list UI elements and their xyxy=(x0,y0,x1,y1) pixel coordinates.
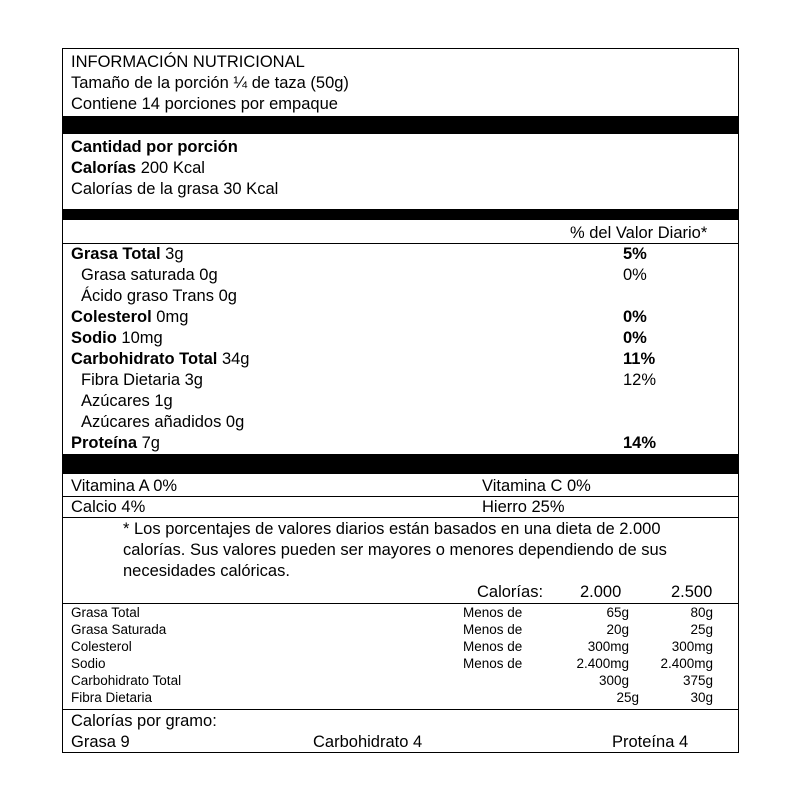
nutrient-row xyxy=(71,433,160,453)
iron: Hierro 25% xyxy=(482,498,565,516)
reference-row-2000: 300g xyxy=(598,673,629,688)
nutrient-row: Fibra Dietaria 3g xyxy=(81,371,203,389)
reference-row-2000: 25g xyxy=(616,690,639,705)
nutrient-label: Colesterol xyxy=(71,308,152,326)
calories-row xyxy=(71,158,205,178)
thick-divider xyxy=(63,116,738,134)
reference-row-name: Fibra Dietaria xyxy=(71,690,153,705)
nutrient-label: Proteína xyxy=(71,434,138,452)
nutrient-row xyxy=(71,307,188,327)
nutrient-value: 34g xyxy=(217,350,250,368)
reference-row-2500: 375g xyxy=(682,673,713,688)
reference-calories-2000: 2.000 xyxy=(580,583,622,601)
reference-row-qualifier: Menos de xyxy=(463,605,523,620)
reference-calories-2500: 2.500 xyxy=(671,583,713,601)
nutrient-value: 7g xyxy=(137,434,160,452)
nutrient-value: 10mg xyxy=(116,329,163,347)
calcium: Calcio 4% xyxy=(71,498,146,516)
nutrient-label: Sodio xyxy=(71,329,117,347)
divider xyxy=(63,517,738,518)
nutrient-row: Grasa saturada 0g xyxy=(81,266,218,284)
reference-row-name: Grasa Saturada xyxy=(71,622,167,637)
nutrient-row: Azúcares añadidos 0g xyxy=(81,413,245,431)
thick-divider xyxy=(63,454,738,474)
reference-row-2500: 30g xyxy=(690,690,713,705)
reference-row-2000: 2.400mg xyxy=(576,656,629,671)
nutrient-value: 0mg xyxy=(151,308,189,326)
reference-row-name: Grasa Total xyxy=(71,605,140,620)
reference-row-2000: 65g xyxy=(606,605,629,620)
vitamin-c: Vitamina C 0% xyxy=(482,477,591,495)
nutrient-dv: 5% xyxy=(623,245,647,263)
nutrient-row: Ácido graso Trans 0g xyxy=(81,287,237,305)
reference-calories-label: Calorías: xyxy=(477,583,544,601)
amount-per-serving-heading: Cantidad por porción xyxy=(71,138,238,156)
reference-row-name: Carbohidrato Total xyxy=(71,673,182,688)
reference-row-name: Sodio xyxy=(71,656,106,671)
nutrient-value: 3g xyxy=(160,245,184,263)
vitamin-a: Vitamina A 0% xyxy=(71,477,178,495)
nutrient-dv: 11% xyxy=(623,350,656,368)
calories-label: Calorías xyxy=(71,159,137,177)
per-gram-carb: Carbohidrato 4 xyxy=(313,733,423,751)
thick-divider xyxy=(63,209,738,220)
calories-value: 200 Kcal xyxy=(136,159,205,177)
nutrient-label: Grasa Total xyxy=(71,245,161,263)
nutrition-label xyxy=(62,48,739,753)
divider xyxy=(63,496,738,497)
footnote-line: * Los porcentajes de valores diarios están basados en una dieta de 2.000 xyxy=(123,520,661,538)
label-title: INFORMACIÓN NUTRICIONAL xyxy=(71,53,305,71)
divider xyxy=(63,603,738,604)
nutrient-dv: 0% xyxy=(623,329,647,347)
reference-row-qualifier: Menos de xyxy=(463,656,523,671)
reference-row-qualifier: Menos de xyxy=(463,639,523,654)
nutrient-row xyxy=(71,328,163,348)
nutrient-row xyxy=(71,349,249,369)
serving-size: Tamaño de la porción ¼ de taza (50g) xyxy=(71,74,349,92)
reference-row-name: Colesterol xyxy=(71,639,132,654)
reference-row-2500: 2.400mg xyxy=(660,656,713,671)
footnote-line: calorías. Sus valores pueden ser mayores o menores dependiendo de sus xyxy=(123,541,667,559)
nutrient-dv: 14% xyxy=(623,434,657,452)
servings-per-container: Contiene 14 porciones por empaque xyxy=(71,95,338,113)
nutrient-dv: 12% xyxy=(623,371,657,389)
reference-row-2500: 25g xyxy=(690,622,713,637)
nutrient-dv: 0% xyxy=(623,266,647,284)
per-gram-protein: Proteína 4 xyxy=(612,733,689,751)
reference-row-2000: 20g xyxy=(606,622,629,637)
footnote-line: necesidades calóricas. xyxy=(123,562,290,580)
calories-per-gram-heading: Calorías por gramo: xyxy=(71,712,217,730)
per-gram-fat: Grasa 9 xyxy=(71,733,130,751)
daily-value-header: % del Valor Diario* xyxy=(570,224,708,242)
nutrient-row: Azúcares 1g xyxy=(81,392,173,410)
nutrient-dv: 0% xyxy=(623,308,647,326)
reference-row-2000: 300mg xyxy=(587,639,629,654)
fat-calories: Calorías de la grasa 30 Kcal xyxy=(71,180,279,198)
reference-row-2500: 80g xyxy=(690,605,713,620)
divider xyxy=(63,709,738,710)
reference-row-qualifier: Menos de xyxy=(463,622,523,637)
nutrient-row xyxy=(71,244,184,264)
nutrient-label: Carbohidrato Total xyxy=(71,350,218,368)
reference-row-2500: 300mg xyxy=(671,639,713,654)
